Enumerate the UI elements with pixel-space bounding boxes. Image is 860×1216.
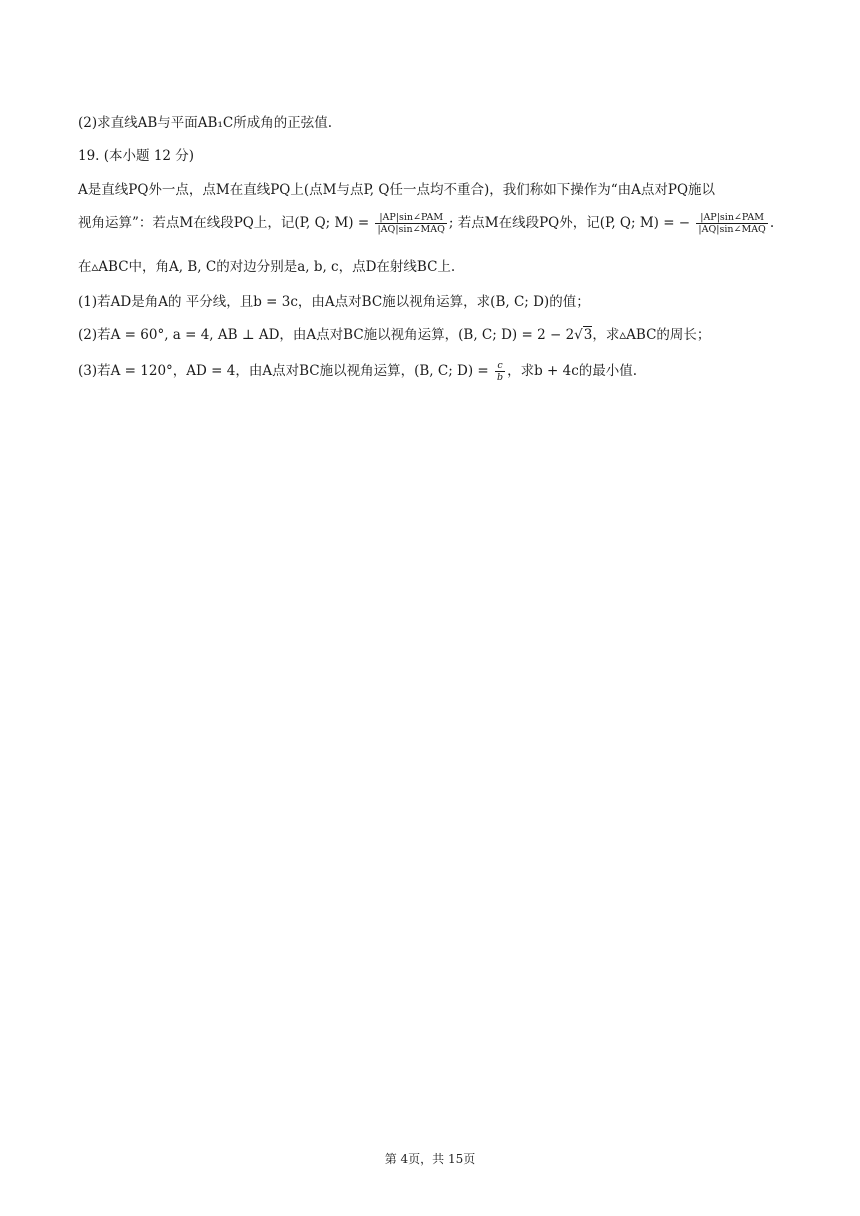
fraction-c-over-b-numerator: c [495, 360, 505, 372]
fraction-outside [696, 212, 767, 235]
fraction-c-over-b [495, 360, 505, 383]
intro-text-b: ; 若点M在线段PQ外，记(P, Q; M) = − [448, 215, 691, 231]
fraction-inside-numerator: |AP|sin∠PAM [375, 212, 446, 224]
fraction-outside-numerator: |AP|sin∠PAM [696, 212, 767, 224]
q18-part2: (2)求直线AB与平面AB₁C所成角的正弦值. [78, 115, 332, 131]
q19-intro-line2 [78, 212, 800, 235]
part2-text-a: (2)若A = 60°, a = 4, AB ⊥ AD，由A点对BC施以视角运算，(B, C; D) = 2 − 2 [78, 327, 575, 343]
sqrt-radicand: 3 [583, 327, 593, 343]
q19-header: 19. (本小题 12 分) [78, 148, 195, 164]
q19-part3 [78, 360, 800, 383]
intro-text-c: . [769, 215, 775, 231]
part3-text-a: (3)若A = 120°，AD = 4，由A点对BC施以视角运算，(B, C; D) = [78, 363, 489, 379]
sqrt-symbol: √ [574, 327, 583, 343]
intro-text-a: 视角运算”：若点M在线段PQ上，记(P, Q; M) = [78, 215, 370, 231]
part3-text-b: ，求b + 4c的最小值. [507, 363, 638, 379]
fraction-outside-denominator: |AQ|sin∠MAQ [698, 224, 766, 235]
fraction-inside-denominator: |AQ|sin∠MAQ [377, 224, 445, 235]
q19-part1: (1)若AD是角A的 平分线，且b = 3c，由A点对BC施以视角运算，求(B, C; D)的值； [78, 294, 590, 310]
fraction-c-over-b-denominator: b [497, 372, 504, 383]
page-footer: 第 4页，共 15页 [384, 1152, 476, 1166]
part2-text-b: ，求▵ABC的周长； [592, 327, 711, 343]
q19-part2 [78, 325, 800, 345]
q19-intro-line3: 在▵ABC中，角A, B, C的对边分别是a, b, c，点D在射线BC上. [78, 259, 456, 275]
q19-intro-line1: A是直线PQ外一点，点M在直线PQ上(点M与点P, Q任一点均不重合)，我们称如下操作为“由A点对PQ施以 [78, 182, 716, 198]
fraction-inside [375, 212, 446, 235]
